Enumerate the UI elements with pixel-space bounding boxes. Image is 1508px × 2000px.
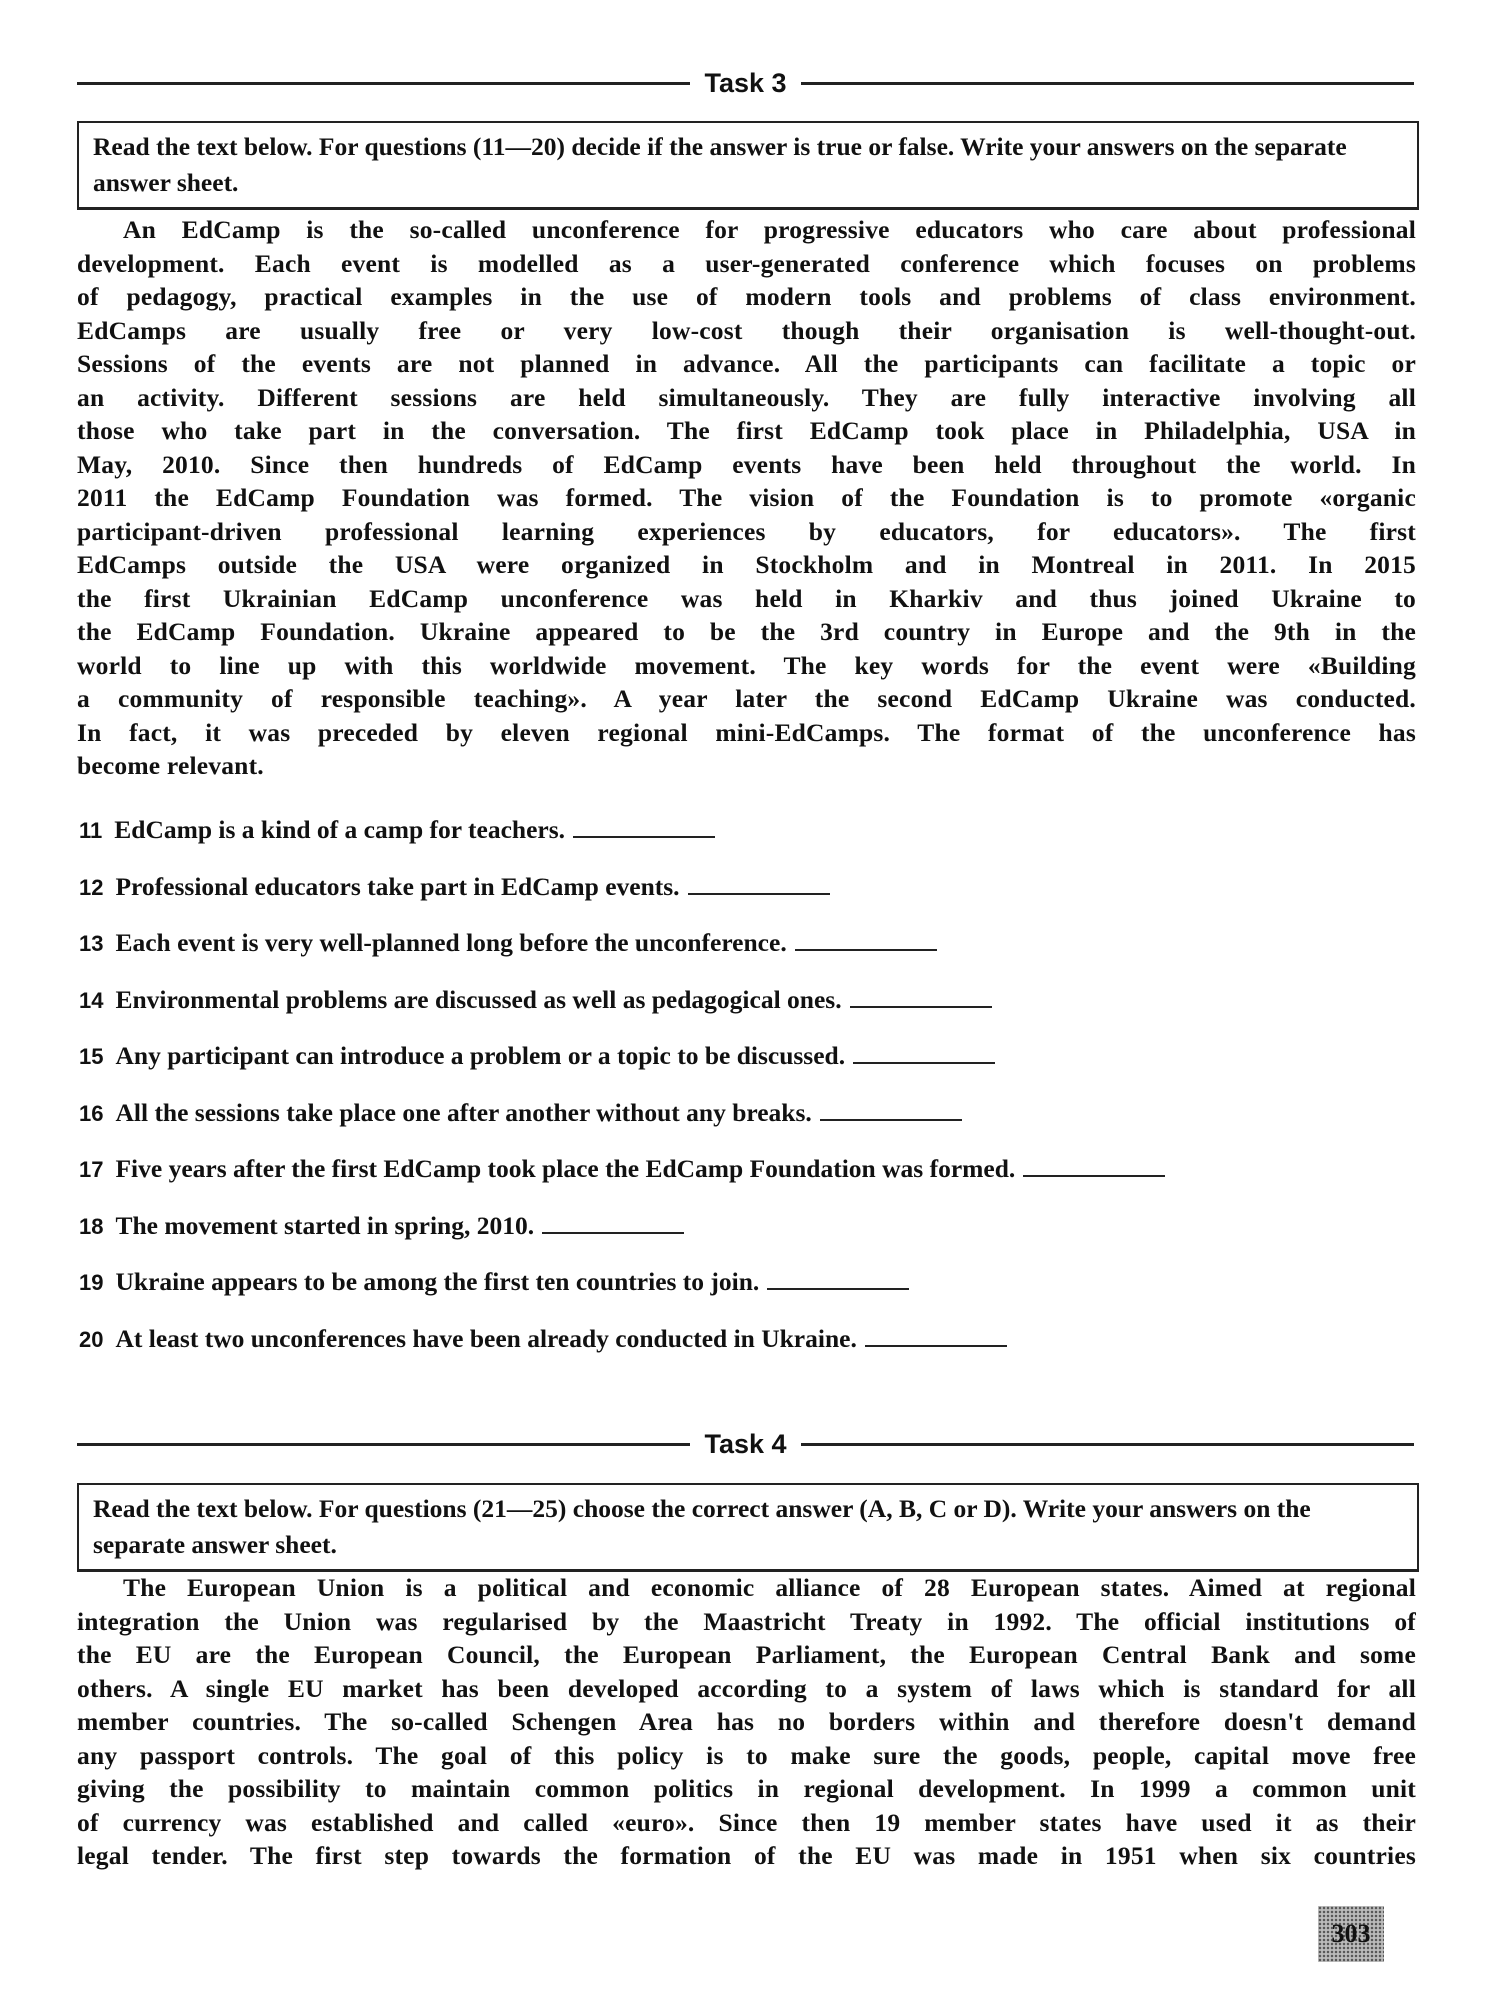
divider — [77, 82, 690, 85]
question-text: All the sessions take place one after another without any breaks. — [115, 1097, 812, 1127]
question-text: Professional educators take part in EdCamp events. — [115, 871, 680, 901]
text-line: legal tender. The first step towards the formation of the EU was made in 1951 when six countries — [77, 1841, 1416, 1870]
divider — [801, 1443, 1414, 1446]
answer-blank[interactable] — [865, 1325, 1007, 1347]
text-line: those who take part in the conversation. The first EdCamp took place in Philadelphia, USA in — [77, 416, 1416, 445]
question-item — [79, 1211, 684, 1241]
text-line: the first Ukrainian EdCamp unconference was held in Kharkiv and thus joined Ukraine to — [77, 583, 1416, 613]
question-item — [79, 985, 992, 1015]
question-number: 14 — [79, 987, 104, 1013]
question-number: 11 — [79, 818, 103, 843]
text-line: the EU are the European Council, the European Parliament, the European Central Bank and some — [77, 1640, 1416, 1669]
question-text: Ukraine appears to be among the first ten countries to join. — [115, 1267, 760, 1296]
text-line: member countries. The so-called Schengen Area has no borders within and therefore doesn't demand — [77, 1707, 1416, 1736]
question-number: 20 — [79, 1326, 104, 1352]
task4-header — [77, 1429, 1414, 1459]
task4-text — [77, 1571, 1416, 1873]
question-number: 12 — [79, 874, 104, 900]
text-line: others. A single EU market has been developed according to a system of laws which is standard for all — [77, 1673, 1416, 1703]
text-line: An EdCamp is the so-called unconference for progressive educators who care about professional — [123, 215, 1416, 244]
task4-title: Task 4 — [704, 1428, 787, 1459]
text-line: the EdCamp Foundation. Ukraine appeared to be the 3rd country in Europe and the 9th in the — [77, 617, 1416, 646]
question-number: 17 — [79, 1157, 104, 1182]
text-line: participant-driven professional learning experiences by educators, for educators». The first — [77, 516, 1416, 546]
question-item — [79, 1098, 962, 1128]
task3-text — [77, 213, 1416, 783]
question-number: 15 — [79, 1044, 104, 1069]
question-item — [79, 928, 937, 958]
page-number: 303 — [1318, 1906, 1384, 1962]
question-text: Each event is very well-planned long before the unconference. — [115, 928, 787, 957]
task3-title: Task 3 — [704, 67, 787, 98]
text-line: an activity. Different sessions are held simultaneously. They are fully interactive involving all — [77, 382, 1416, 412]
text-line: of pedagogy, practical examples in the use of modern tools and problems of class environment. — [77, 282, 1416, 311]
question-text: The movement started in spring, 2010. — [115, 1210, 535, 1240]
question-item — [79, 1154, 1165, 1184]
answer-blank[interactable] — [688, 873, 830, 895]
text-line: 2011 the EdCamp Foundation was formed. The vision of the Foundation is to promote «organic — [77, 483, 1416, 512]
divider — [77, 1443, 690, 1446]
answer-blank[interactable] — [542, 1212, 684, 1234]
text-line: Sessions of the events are not planned in advance. All the participants can facilitate a topic or — [77, 349, 1416, 378]
answer-blank[interactable] — [853, 1042, 995, 1064]
question-text: At least two unconferences have been already conducted in Ukraine. — [115, 1323, 857, 1353]
answer-blank[interactable] — [767, 1268, 909, 1290]
question-item — [79, 815, 715, 845]
text-line: giving the possibility to maintain common politics in regional development. In 1999 a common unit — [77, 1774, 1416, 1803]
question-item — [79, 1041, 995, 1071]
question-item — [79, 1267, 909, 1297]
text-line: EdCamps are usually free or very low-cost though their organisation is well-thought-out. — [77, 315, 1416, 345]
answer-blank[interactable] — [1023, 1155, 1165, 1177]
task3-instructions: Read the text below. For questions (11—20) decide if the answer is true or false. Write your answers on the separate answer sheet. — [77, 121, 1419, 210]
question-number: 16 — [79, 1100, 104, 1126]
question-number: 19 — [79, 1270, 104, 1295]
text-line: In fact, it was preceded by eleven regional mini-EdCamps. The format of the unconference has — [77, 717, 1416, 747]
question-text: Any participant can introduce a problem or a topic to be discussed. — [115, 1041, 846, 1070]
question-text: EdCamp is a kind of a camp for teachers. — [114, 815, 566, 844]
question-number: 13 — [79, 931, 104, 956]
divider — [801, 82, 1414, 85]
answer-blank[interactable] — [820, 1099, 962, 1121]
text-line: The European Union is a political and economic alliance of 28 European states. Aimed at regional — [123, 1573, 1416, 1602]
answer-blank[interactable] — [795, 929, 937, 951]
task3-header — [77, 68, 1414, 98]
text-line: of currency was established and called «euro». Since then 19 member states have used it as their — [77, 1807, 1416, 1837]
text-line: EdCamps outside the USA were organized in Stockholm and in Montreal in 2011. In 2015 — [77, 550, 1416, 579]
question-text: Environmental problems are discussed as well as pedagogical ones. — [115, 984, 842, 1014]
task4-instructions: Read the text below. For questions (21—25) choose the correct answer (A, B, C or D). Write your answers on the separate answer sheet. — [77, 1483, 1419, 1572]
answer-blank[interactable] — [850, 986, 992, 1008]
text-line: May, 2010. Since then hundreds of EdCamp events have been held throughout the world. In — [77, 449, 1416, 479]
text-line: any passport controls. The goal of this policy is to make sure the goods, people, capital move free — [77, 1740, 1416, 1770]
question-item — [79, 1324, 1007, 1354]
question-item — [79, 872, 830, 902]
text-line: world to line up with this worldwide movement. The key words for the event were «Building — [77, 650, 1416, 680]
text-line: become relevant. — [77, 751, 264, 780]
question-number: 18 — [79, 1213, 104, 1239]
answer-blank[interactable] — [573, 816, 715, 838]
question-text: Five years after the first EdCamp took place the EdCamp Foundation was formed. — [115, 1154, 1016, 1183]
text-line: integration the Union was regularised by the Maastricht Treaty in 1992. The official institutions of — [77, 1606, 1416, 1636]
text-line: development. Each event is modelled as a user-generated conference which focuses on problems — [77, 248, 1416, 278]
text-line: a community of responsible teaching». A year later the second EdCamp Ukraine was conducted. — [77, 684, 1416, 713]
